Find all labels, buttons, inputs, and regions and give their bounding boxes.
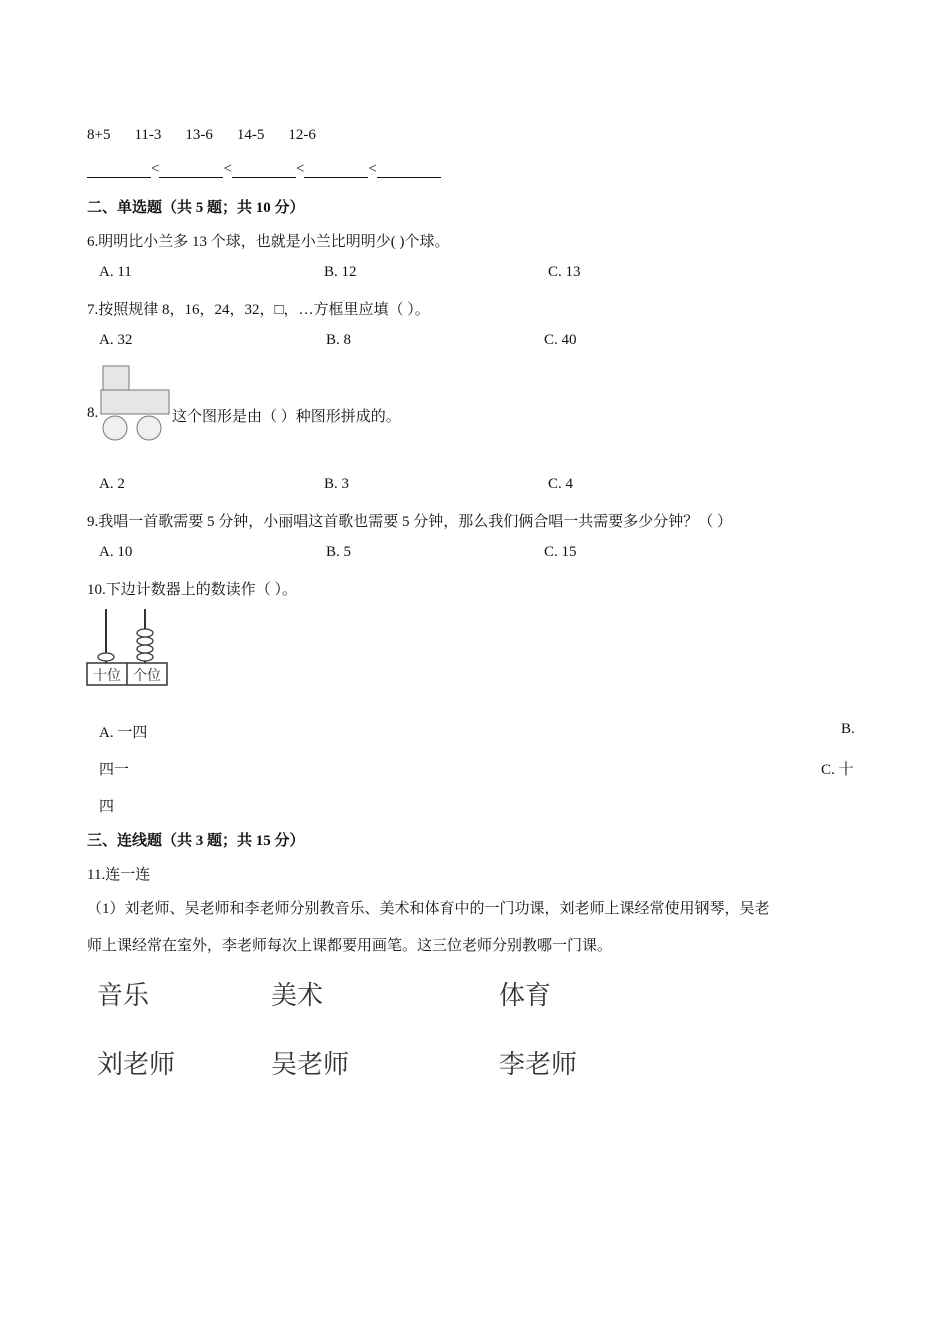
option-c[interactable]: C. 15 [544, 544, 577, 560]
abacus-ones-bead [137, 653, 153, 661]
question-8-number: 8. [87, 405, 99, 421]
option-b[interactable]: B. 12 [324, 264, 357, 280]
question-11-text-line: 师上课经常在室外，李老师每次上课都要用画笔。这三位老师分别教哪一门课。 [87, 938, 613, 954]
section-title: 三、连线题（共 3 题；共 15 分） [87, 833, 305, 849]
answer-blank[interactable] [232, 163, 296, 178]
expressions-row [87, 127, 340, 144]
option-c[interactable]: C. 13 [548, 264, 581, 280]
question-11-text-line: （1）刘老师、吴老师和李老师分别教音乐、美术和体育中的一门功课，刘老师上课经常使用钢琴，吴老 [87, 901, 770, 917]
option-c[interactable]: C. 40 [544, 332, 577, 348]
abacus-figure [86, 607, 170, 689]
subject-pe[interactable]: 体育 [499, 981, 552, 1011]
shape-figure [99, 364, 173, 444]
less-than-sign: < [368, 161, 377, 177]
teacher-liu[interactable]: 刘老师 [97, 1050, 176, 1080]
question-9: 9.我唱一首歌需要 5 分钟，小丽唱这首歌也需要 5 分钟，那么我们俩合唱一共需要多少分钟？（ ） [87, 514, 733, 530]
less-than-sign: < [151, 161, 160, 177]
option-c[interactable]: C. 十 [821, 762, 854, 778]
option-b[interactable]: B. 5 [326, 544, 352, 560]
option-a[interactable]: A. 32 [99, 332, 133, 348]
subject-music[interactable]: 音乐 [97, 981, 150, 1011]
question-7: 7.按照规律 8，16，24，32，□，…方框里应填（ ）。 [87, 302, 430, 318]
subject-art[interactable]: 美术 [271, 981, 324, 1011]
answer-blank[interactable] [304, 163, 368, 178]
expression: 8+5 [87, 127, 111, 143]
expression: 13-6 [185, 127, 213, 143]
abacus-tens-label: 十位 [93, 668, 121, 684]
option-c-continued[interactable]: 四 [99, 799, 115, 815]
teacher-wu[interactable]: 吴老师 [271, 1050, 350, 1080]
answer-blank[interactable] [87, 163, 151, 178]
abacus-ones-label: 个位 [133, 668, 161, 684]
option-b[interactable]: B. 3 [324, 476, 350, 492]
question-8: 这个图形是由（ ）种图形拼成的。 [172, 409, 401, 425]
option-a[interactable]: A. 11 [99, 264, 132, 280]
ordering-blanks-row [87, 161, 441, 178]
abacus-tens-bead [98, 653, 114, 661]
less-than-sign: < [223, 161, 232, 177]
question-6: 6.明明比小兰多 13 个球，也就是小兰比明明少( )个球。 [87, 234, 450, 250]
option-b-continued[interactable]: 四一 [99, 762, 130, 778]
option-a[interactable]: A. 2 [99, 476, 125, 492]
answer-blank[interactable] [159, 163, 223, 178]
question-11: 11.连一连 [87, 867, 151, 883]
section-title: 二、单选题（共 5 题；共 10 分） [87, 200, 305, 216]
question-10: 10.下边计数器上的数读作（ ）。 [87, 582, 298, 598]
answer-blank[interactable] [377, 163, 441, 178]
option-b[interactable]: B. [841, 721, 855, 737]
expression: 11-3 [134, 127, 162, 143]
less-than-sign: < [295, 161, 305, 177]
option-c[interactable]: C. 4 [548, 476, 574, 492]
abacus-ones-bead [137, 645, 153, 653]
option-b[interactable]: B. 8 [326, 332, 352, 348]
expression: 12-6 [288, 127, 316, 143]
option-a[interactable]: A. 一四 [99, 725, 148, 741]
abacus-ones-bead [137, 637, 153, 645]
teacher-li[interactable]: 李老师 [499, 1050, 578, 1080]
option-a[interactable]: A. 10 [99, 544, 133, 560]
expression: 14-5 [236, 127, 265, 143]
abacus-ones-bead [137, 629, 153, 637]
